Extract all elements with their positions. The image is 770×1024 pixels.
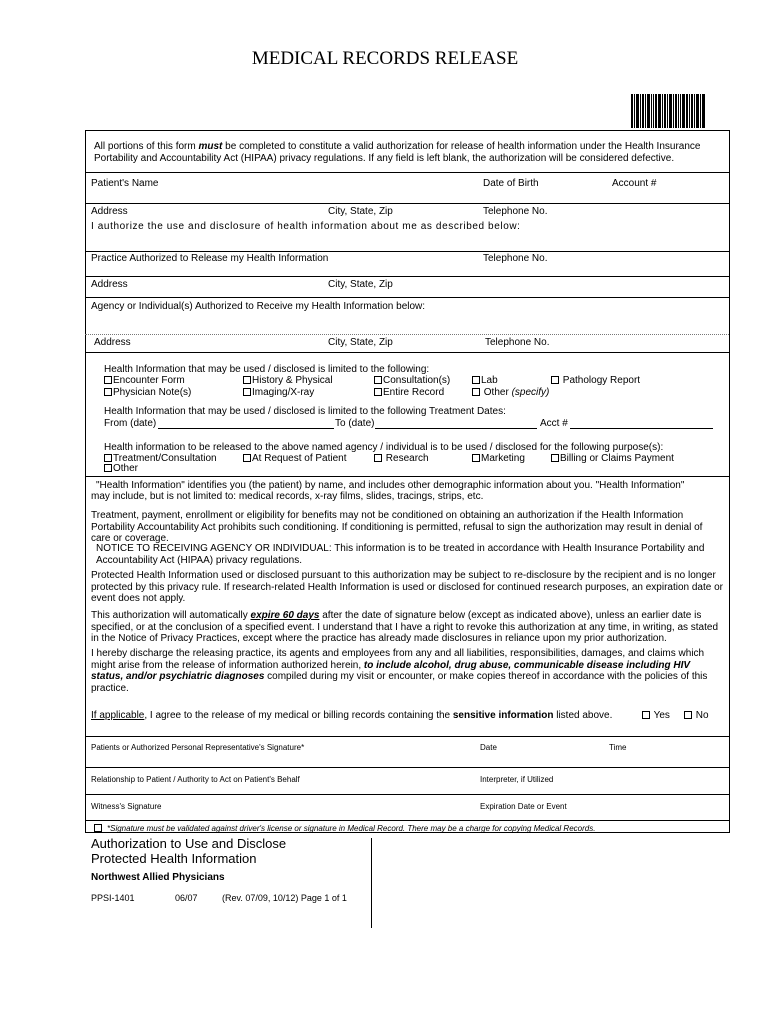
checkbox-icon: [472, 376, 480, 384]
purpose-billing[interactable]: Billing or Claims Payment: [551, 453, 674, 465]
divider: [85, 736, 729, 737]
patient-address-label: Address: [91, 206, 128, 217]
footer-date: 06/07: [175, 893, 198, 903]
checkbox-icon: [104, 464, 112, 472]
patient-name-field[interactable]: [85, 203, 729, 204]
relationship-field[interactable]: [85, 794, 729, 795]
sensitive-yes-option[interactable]: Yes: [642, 710, 670, 722]
witness-field[interactable]: [85, 820, 729, 821]
health-info-heading: Health Information that may be used / disclosed is limited to the following:: [104, 364, 430, 375]
footer-form-number: PPSI-1401: [91, 893, 135, 903]
checkbox-icon: [374, 388, 382, 396]
checkbox-icon: [243, 376, 251, 384]
checkbox-icon: [243, 388, 251, 396]
to-date-field[interactable]: [375, 428, 537, 429]
redisclosure-paragraph: Protected Health Information used or disclosed pursuant to this authorization may be subject to re-disclosure by the recipient and is no longer protected by this privacy rule. If research-related Health Information is used or disclosed for continued research purposes, an expiration date or event does not apply.: [91, 570, 723, 605]
date-of-birth-label: Date of Birth: [483, 178, 539, 189]
definition-line-2: may include, but is not limited to: medical records, x-ray films, slides, tracings, strips, etc.: [91, 491, 484, 502]
divider: [85, 172, 729, 173]
page-title: MEDICAL RECORDS RELEASE: [251, 48, 519, 69]
authorize-statement: I authorize the use and disclosure of health information about me as described below:: [91, 221, 521, 232]
patient-address-field[interactable]: [85, 251, 729, 252]
option-consultations[interactable]: Consultation(s): [374, 375, 450, 387]
checkbox-icon: [94, 824, 102, 832]
checkbox-icon: [472, 388, 480, 396]
option-pathology-report[interactable]: Pathology Report: [551, 375, 640, 387]
conditioning-paragraph: Treatment, payment, enrollment or eligibility for benefits may not be conditioned on obtaining an authorization if the Health Information Portability Accountability Act prohibits such conditioning. If conditioning is permitted, refusal to sign the authorization may result in denial of care or coverage.: [91, 510, 703, 545]
discharge-paragraph: I hereby discharge the releasing practice, its agents and employees from any and all liabilities, responsibilities, damages, and claims which might arise from the release of information authorized herein, to include alcohol, drug abuse, communicable disease including HIV status, and/or psychiatric diagnoses compiled during my visit or encounter, or make copies thereof in accordance with the policies of this practice.: [91, 648, 708, 694]
expire-paragraph: This authorization will automatically expire 60 days after the date of signature below (except as indicated above), unless an earlier date is specified, or at the conclusion of a specified event. I understand that I have a right to revoke this authorization at any time, in writing, as stated in the Notice of Privacy Practices, except where the practice has already made disclosures in reliance upon my prior authorization.: [91, 610, 719, 645]
acct-field[interactable]: [570, 428, 713, 429]
agency-city-label: City, State, Zip: [328, 337, 393, 348]
option-encounter-form[interactable]: Encounter Form: [104, 375, 185, 387]
checkbox-icon: [472, 454, 480, 462]
patient-signature-label: Patients or Authorized Personal Representative's Signature*: [91, 743, 305, 752]
acct-label: Acct #: [540, 418, 568, 429]
patient-telephone-label: Telephone No.: [483, 206, 548, 217]
option-imaging-xray[interactable]: Imaging/X-ray: [243, 387, 314, 399]
signature-date-label: Date: [480, 743, 497, 752]
checkbox-icon: [104, 454, 112, 462]
footer-title-line-2: Protected Health Information: [91, 851, 257, 866]
expiration-label: Expiration Date or Event: [480, 802, 567, 811]
intro-line-1: All portions of this form must be completed to constitute a valid authorization for release of health information under the Health Insurance: [94, 141, 701, 152]
notice-paragraph: NOTICE TO RECEIVING AGENCY OR INDIVIDUAL: This information is to be treated in accordance with Health Insurance Portability and Accountability Act (HIPAA) privacy regulations.: [96, 543, 705, 566]
to-date-label: To (date): [335, 418, 375, 429]
account-label: Account #: [612, 178, 657, 189]
agency-address-label: Address: [94, 337, 131, 348]
agency-authorized-label: Agency or Individual(s) Authorized to Receive my Health Information below:: [91, 301, 426, 312]
option-physician-notes[interactable]: Physician Note(s): [104, 387, 191, 399]
patient-signature-field[interactable]: [85, 767, 729, 768]
agency-field[interactable]: [85, 334, 729, 335]
practice-city-label: City, State, Zip: [328, 279, 393, 290]
option-entire-record[interactable]: Entire Record: [374, 387, 444, 399]
from-date-label: From (date): [104, 418, 157, 429]
checkbox-icon: [104, 376, 112, 384]
interpreter-label: Interpreter, if Utilized: [480, 775, 554, 784]
purpose-other[interactable]: Other: [104, 463, 138, 475]
checkbox-icon: [551, 454, 559, 462]
purpose-research[interactable]: Research: [374, 453, 429, 465]
purpose-treatment[interactable]: Treatment/Consultation: [104, 453, 217, 465]
witness-signature-label: Witness's Signature: [91, 802, 162, 811]
checkbox-icon: [374, 376, 382, 384]
signature-time-label: Time: [609, 743, 627, 752]
practice-authorized-label: Practice Authorized to Release my Health Information: [91, 253, 329, 264]
sensitive-no-option[interactable]: No: [684, 710, 709, 722]
purpose-marketing[interactable]: Marketing: [472, 453, 525, 465]
agency-telephone-label: Telephone No.: [485, 337, 550, 348]
agency-address-field[interactable]: [85, 352, 729, 353]
sensitive-info-statement: If applicable, I agree to the release of my medical or billing records containing the sensitive information listed above.: [91, 710, 613, 721]
checkbox-icon: [243, 454, 251, 462]
option-history-physical[interactable]: History & Physical: [243, 375, 333, 387]
option-other[interactable]: Other (specify): [472, 387, 549, 399]
footer-title-line-1: Authorization to Use and Disclose: [91, 836, 287, 851]
definition-line-1: "Health Information" identifies you (the patient) by name, and includes other demographic information about you. "Health Information": [96, 480, 685, 491]
barcode: [631, 94, 705, 128]
practice-address-field[interactable]: [85, 297, 729, 298]
practice-field[interactable]: [85, 276, 729, 277]
checkbox-icon: [104, 388, 112, 396]
patient-name-label: Patient's Name: [91, 178, 159, 189]
practice-address-label: Address: [91, 279, 128, 290]
footer-org: Northwest Allied Physicians: [91, 872, 225, 883]
checkbox-icon: [374, 454, 382, 462]
checkbox-icon: [642, 711, 650, 719]
footer-revision: (Rev. 07/09, 10/12) Page 1 of 1: [222, 893, 347, 903]
footer-divider: [371, 838, 372, 928]
signature-footnote: *Signature must be validated against driver's license or signature in Medical Record. There may be a charge for copying Medical Records.: [94, 824, 595, 834]
checkbox-icon: [551, 376, 559, 384]
purpose-request-of-patient[interactable]: At Request of Patient: [243, 453, 347, 465]
dates-heading: Health Information that may be used / disclosed is limited to the following Treatment Dates:: [104, 406, 506, 417]
checkbox-icon: [684, 711, 692, 719]
practice-telephone-label: Telephone No.: [483, 253, 548, 264]
from-date-field[interactable]: [158, 428, 334, 429]
option-lab[interactable]: Lab: [472, 375, 498, 387]
patient-city-label: City, State, Zip: [328, 206, 393, 217]
divider: [85, 476, 729, 477]
intro-line-2: Portability and Accountability Act (HIPAA) privacy regulations. If any field is left blank, the authorization will be considered defective.: [94, 153, 675, 164]
purpose-heading: Health information to be released to the above named agency / individual is to be used / disclosed for the following purpose(s):: [104, 442, 664, 453]
relationship-label: Relationship to Patient / Authority to Act on Patient's Behalf: [91, 775, 300, 784]
